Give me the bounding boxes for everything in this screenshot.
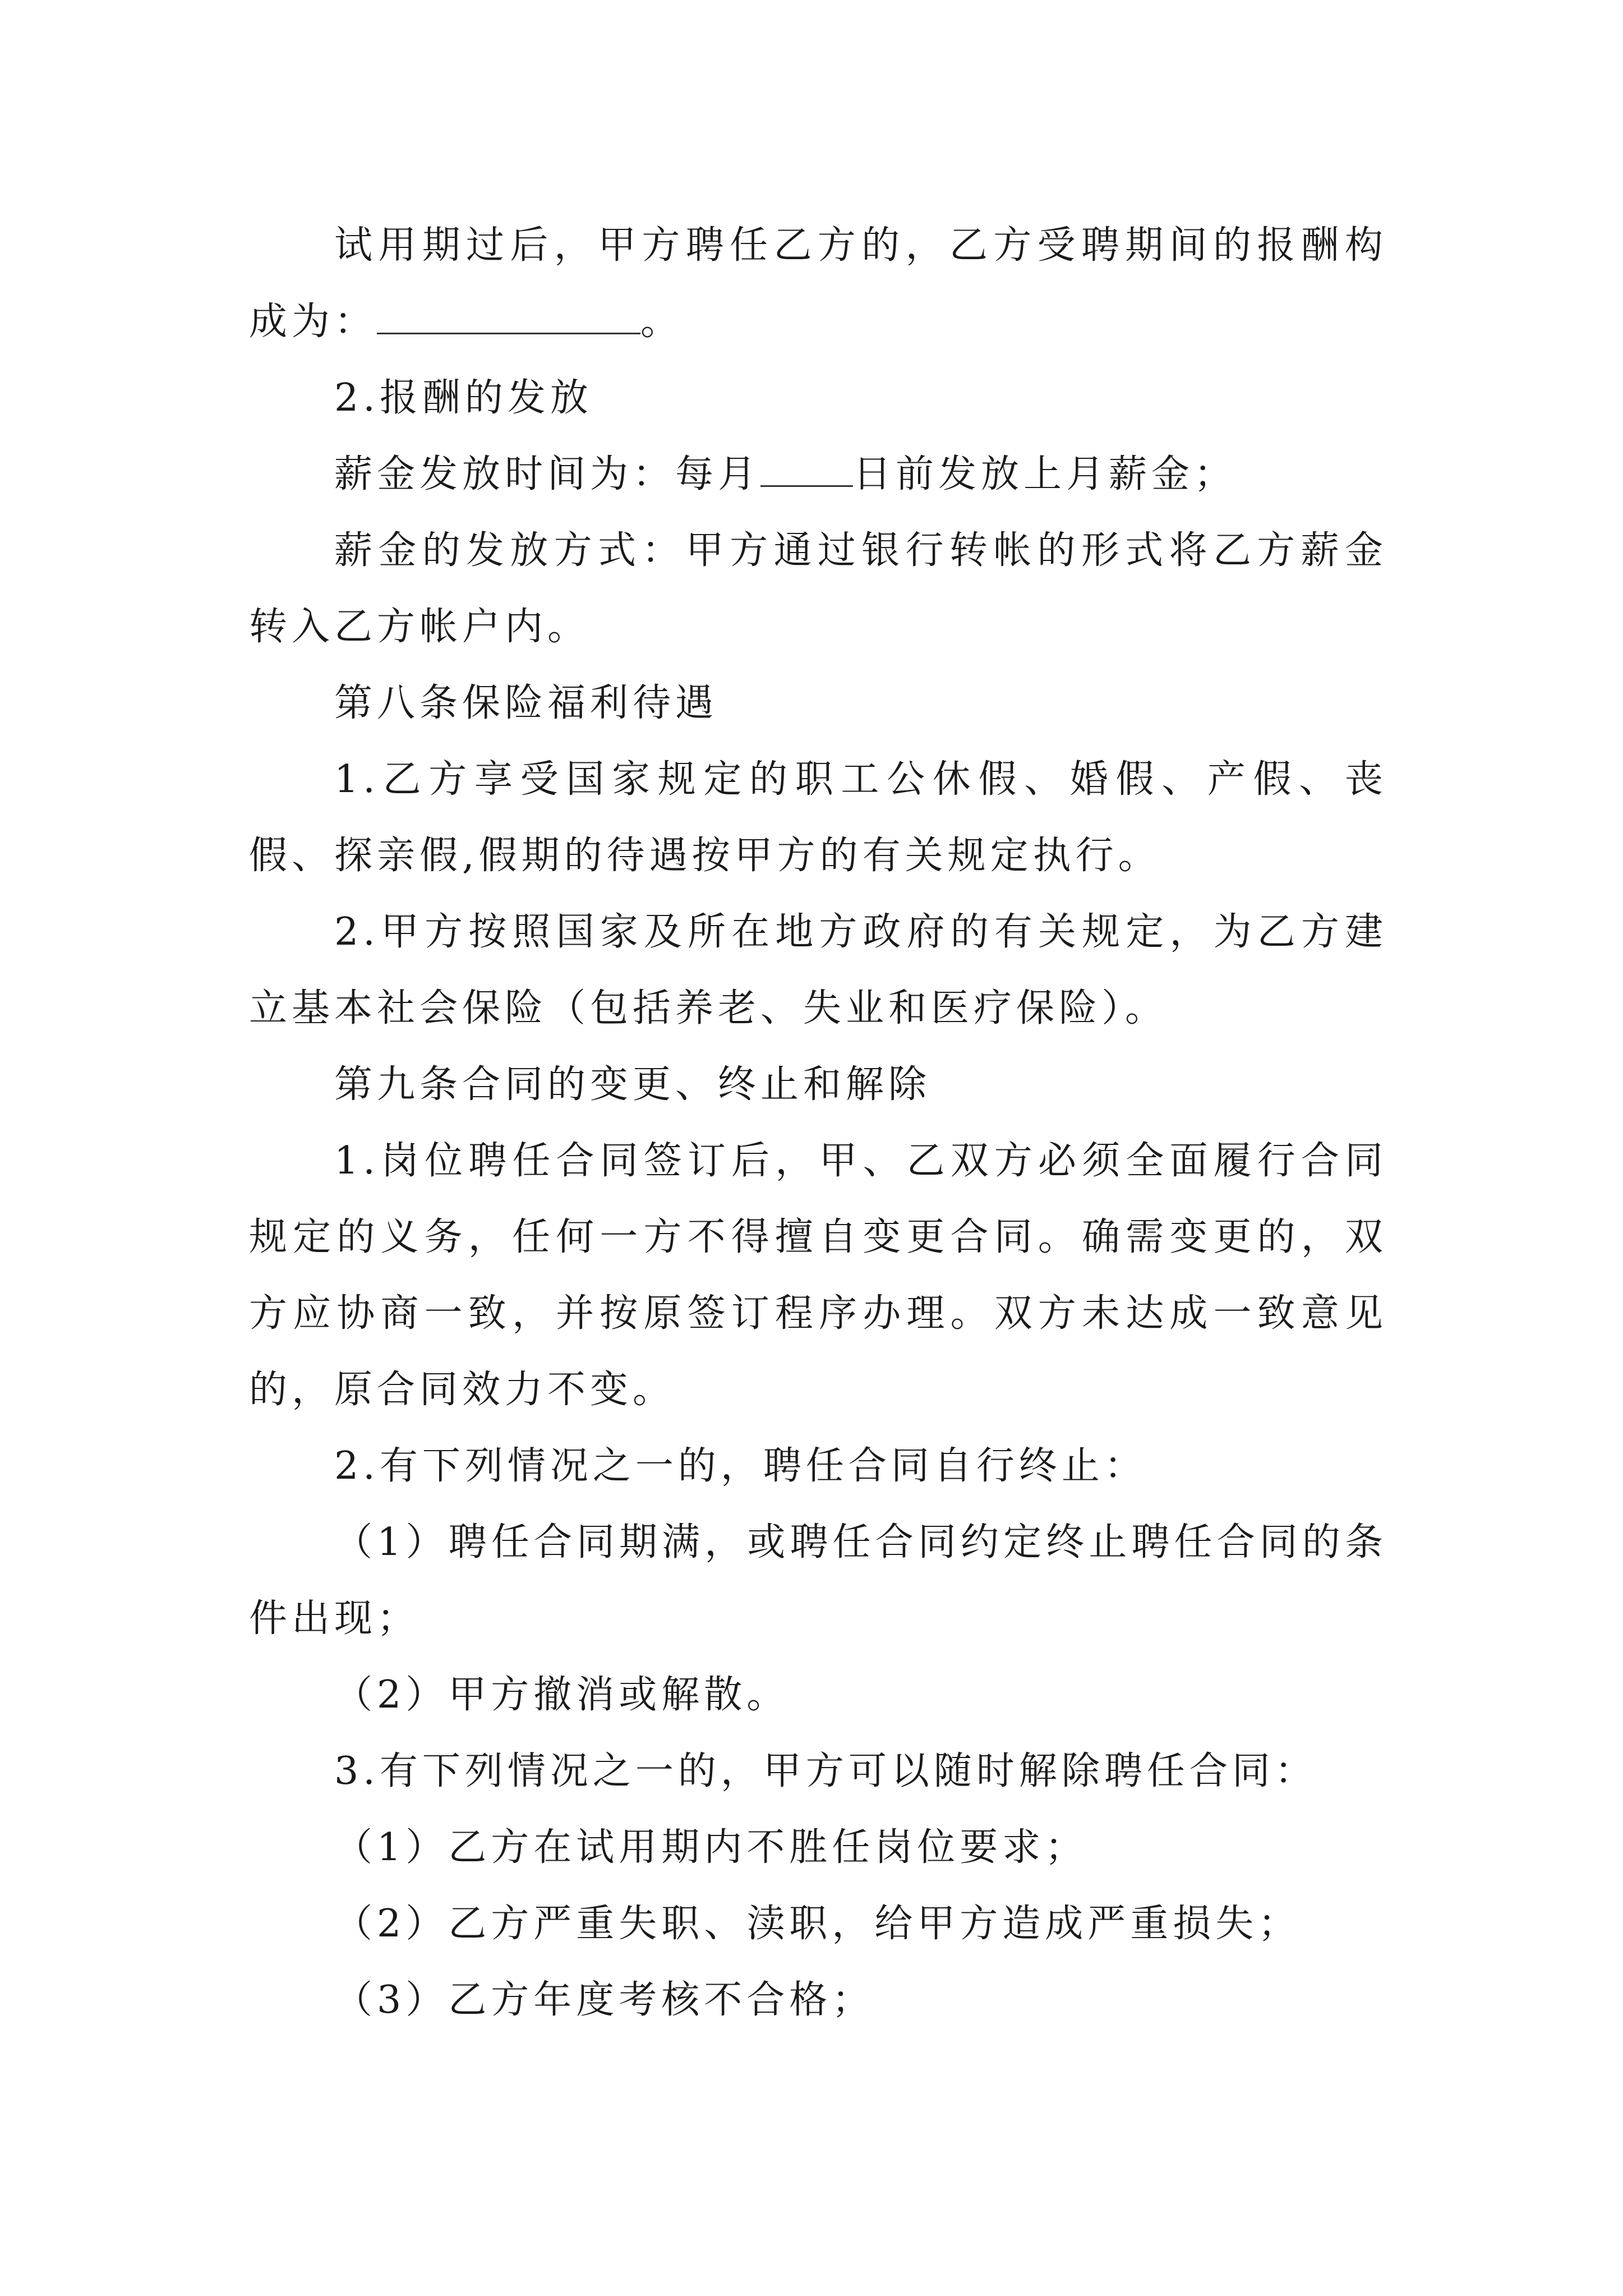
paragraph-social-insurance: 2.甲方按照国家及所在地方政府的有关规定，为乙方建立基本社会保险（包括养老、失业和医疗保险）。 (249, 910, 1387, 1030)
paragraph-text: 。 (640, 300, 684, 344)
article-heading-8: 第八条保险福利待遇 (334, 681, 718, 725)
list-item-dismissal-3: （3）乙方年度考核不合格； (334, 1978, 875, 2022)
paragraph-contract-change: 1.岗位聘任合同签订后，甲、乙双方必须全面履行合同规定的义务，任何一方不得擅自变更合同。确需变更的，双方应协商一致，并按原签订程序办理。双方未达成一致意见的，原合同效力不变。 (249, 1139, 1387, 1412)
document-body (249, 208, 1387, 2039)
paragraph-dismissal-conditions: 3.有下列情况之一的，甲方可以随时解除聘任合同： (334, 1749, 1317, 1793)
list-item-termination-2: （2）甲方撤消或解散。 (334, 1673, 790, 1717)
paragraph-salary-structure (249, 208, 1387, 360)
list-item-dismissal-1: （1）乙方在试用期内不胜任岗位要求； (334, 1825, 1088, 1870)
paragraph-text: 试用期过后，甲方聘任乙方的，乙方受聘期间的报酬构成为： (249, 223, 1387, 344)
list-item-dismissal-2: （2）乙方严重失职、渎职，给甲方造成严重损失； (334, 1902, 1301, 1946)
article-heading-9: 第九条合同的变更、终止和解除 (334, 1062, 932, 1107)
salary-structure-blank (377, 293, 640, 334)
paragraph-pay-method: 薪金的发放方式：甲方通过银行转帐的形式将乙方薪金转入乙方帐户内。 (249, 528, 1387, 649)
paragraph-pay-date (249, 436, 1387, 513)
pay-date-blank (760, 446, 853, 487)
list-item-termination-1: （1）聘任合同期满，或聘任合同约定终止聘任合同的条件出现； (249, 1520, 1387, 1641)
paragraph-holidays: 1.乙方享受国家规定的职工公休假、婚假、产假、丧假、探亲假,假期的待遇按甲方的有关规定执行。 (249, 757, 1387, 878)
section-heading-payment: 2.报酬的发放 (334, 376, 593, 420)
paragraph-text: 薪金发放时间为：每月 (334, 452, 761, 496)
paragraph-termination-conditions: 2.有下列情况之一的，聘任合同自行终止： (334, 1444, 1147, 1488)
paragraph-text: 日前发放上月薪金； (853, 452, 1237, 496)
